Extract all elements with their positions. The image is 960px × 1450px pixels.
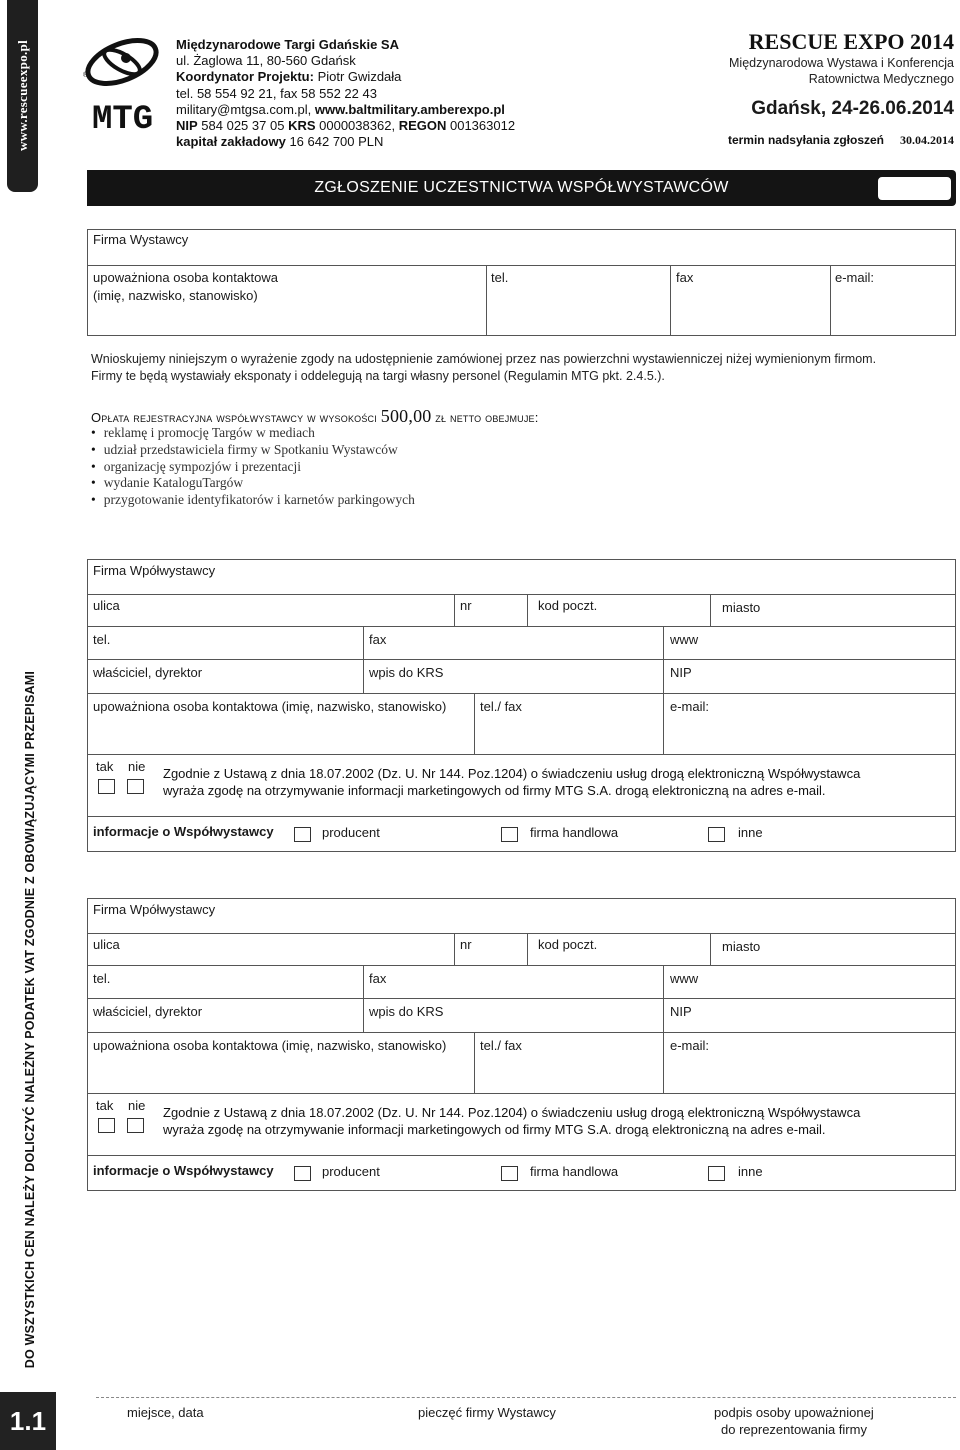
side-website: www.rescueexpo.pl [14, 40, 30, 152]
coex1-www-field[interactable] [663, 626, 956, 660]
coex2-firm-field[interactable] [87, 898, 956, 934]
fee-item: • wydanie KataloguTargów [91, 475, 415, 492]
logo-text: MTG [92, 101, 154, 132]
fee-heading: Opłata rejestracyjna współwystawcy w wysokości 500,00 zł netto obejmuje: [91, 406, 539, 426]
coex1-firm-label: Firma Wpółwystawcy [93, 563, 216, 578]
vat-vertical-note: DO WSZYSTKICH CEN NALEŻY DOLICZYĆ NALEŻNY PODATEK VAT ZGODNIE Z OBOWIĄZUJĄCYMI PRZEPISAMI [23, 671, 37, 1369]
exhibitor-fax-label: fax [676, 270, 694, 285]
sig-signature-2: do reprezentowania firmy [721, 1422, 867, 1437]
exhibitor-firm-label: Firma Wystawcy [93, 232, 189, 247]
deadline-date: 30.04.2014 [900, 133, 954, 147]
coordinator-name: Piotr Gwizdała [317, 69, 402, 85]
coex2-trade-checkbox[interactable] [501, 1166, 518, 1181]
fee-amount: 500,00 [380, 406, 432, 426]
coex1-consent-no-checkbox[interactable] [127, 779, 144, 794]
event-subtitle-2: Ratownictwa Medycznego [808, 72, 954, 86]
mtg-logo [82, 36, 162, 132]
coex1-firm-field[interactable] [87, 559, 956, 595]
coex2-firm-label: Firma Wpółwystawcy [93, 902, 216, 917]
form-number-field[interactable] [876, 175, 953, 202]
org-nip: 584 025 37 05 [201, 118, 285, 134]
exhibitor-fax-field[interactable] [670, 265, 831, 336]
coex1-trade-checkbox[interactable] [501, 827, 518, 842]
exhibitor-tel-label: tel. [491, 270, 509, 285]
request-text-2: Firmy te będą wystawiały eksponaty i oddelegują na targi własny personel (Regulamin MTG pkt. 2.4.5.). [91, 369, 665, 383]
coex1-fax-field[interactable] [363, 626, 664, 660]
event-city-dates: Gdańsk, 24-26.06.2014 [751, 98, 954, 119]
coex1-consent-text-2: wyraża zgodę na otrzymywanie informacji marketingowych od firmy MTG S.A. drogą elektroniczną na adres e-mail. [163, 783, 826, 798]
mtg-logo-icon [82, 36, 162, 132]
coex1-nip-field[interactable] [663, 659, 956, 694]
coex1-street-field[interactable] [87, 594, 455, 627]
org-capital: 16 642 700 PLN [289, 134, 384, 150]
registered-mark: ® [83, 72, 89, 79]
coex2-other-checkbox[interactable] [708, 1166, 725, 1181]
coex2-nip-field[interactable] [663, 998, 956, 1033]
sig-place-date: miejsce, data [127, 1405, 204, 1420]
exhibitor-email-label: e-mail: [835, 270, 875, 285]
exhibitor-firm-field[interactable] [87, 229, 956, 266]
coex2-producer-checkbox[interactable] [294, 1166, 311, 1181]
org-name: Międzynarodowe Targi Gdańskie SA [176, 37, 399, 52]
coex1-producer-checkbox[interactable] [294, 827, 311, 842]
event-title: RESCUE EXPO 2014 [748, 29, 954, 54]
org-email[interactable]: military@mtgsa.com.pl, [176, 101, 312, 117]
fee-item: • organizację sympozjów i prezentacji [91, 459, 415, 476]
fee-item: • przygotowanie identyfikatorów i karnetów parkingowych [91, 492, 415, 509]
org-phone-fax: tel. 58 554 92 21, fax 58 552 22 43 [176, 85, 377, 101]
coex2-consent-yes-checkbox[interactable] [98, 1118, 115, 1133]
org-web[interactable]: www.baltmilitary.amberexpo.pl [314, 101, 505, 117]
exhibitor-contact-label: upoważniona osoba kontaktowa [93, 270, 279, 285]
coex2-street-field[interactable] [87, 933, 455, 966]
fee-item: • reklamę i promocję Targów w mediach [91, 425, 415, 442]
exhibitor-tel-field[interactable] [486, 265, 671, 336]
coex2-consent-text-1: Zgodnie z Ustawą z dnia 18.07.2002 (Dz. U. Nr 144. Poz.1204) o świadczeniu usług drogą elektroniczną Współwystawca [163, 1105, 861, 1120]
coex1-consent-text-1: Zgodnie z Ustawą z dnia 18.07.2002 (Dz. U. Nr 144. Poz.1204) o świadczeniu usług drogą elektroniczną Współwystawca [163, 766, 861, 781]
coordinator-label: Koordynator Projektu: [176, 69, 314, 85]
coex1-consent-yes-checkbox[interactable] [98, 779, 115, 794]
event-info [728, 29, 954, 148]
coex2-fax-field[interactable] [363, 965, 664, 999]
coex2-consent-text-2: wyraża zgodę na otrzymywanie informacji marketingowych od firmy MTG S.A. drogą elektroniczną na adres e-mail. [163, 1122, 826, 1137]
org-krs: 0000038362, [319, 118, 396, 134]
coex1-tel-field[interactable] [87, 626, 364, 660]
fee-item: • udział przedstawiciela firmy w Spotkaniu Wystawców [91, 442, 415, 459]
sig-signature-1: podpis osoby upoważnionej [714, 1405, 874, 1420]
org-address: ul. Żaglowa 11, 80-560 Gdańsk [176, 53, 356, 69]
coex2-www-field[interactable] [663, 965, 956, 999]
page-number: 1.1 [0, 1392, 56, 1450]
form-title: ZGŁOSZENIE UCZESTNICTWA WSPÓŁWYSTAWCÓW [314, 179, 729, 196]
coex2-tel-field[interactable] [87, 965, 364, 999]
event-deadline: termin nadsyłania zgłoszeń 30.04.2014 [727, 133, 954, 147]
fee-items [91, 425, 415, 509]
org-regon: 001363012 [449, 118, 516, 134]
sig-stamp: pieczęć firmy Wystawcy [418, 1405, 556, 1420]
signature-divider [96, 1397, 956, 1398]
organizer-info: Międzynarodowe Targi Gdańskie SA ul. Żaglowa 11, 80-560 Gdańsk Koordynator Projektu: Piotr Gwizdała tel. 58 554 92 21, fax 58 552 22 43 military@mtgsa.com.pl, www.baltmilitary.amberexpo.pl NIP 584 025 37 05 KRS 0000038362, REGON 001363012 kapitał zakładowy 16 642 700 PLN [176, 37, 516, 150]
coex1-other-checkbox[interactable] [708, 827, 725, 842]
coex2-consent-no-checkbox[interactable] [127, 1118, 144, 1133]
request-text-1: Wnioskujemy niniejszym o wyrażenie zgody na udostępnienie zamówionej przez nas powierzchni wystawienniczej niżej wymienionym firmom. [91, 352, 877, 366]
exhibitor-contact-sublabel: (imię, nazwisko, stanowisko) [93, 288, 258, 303]
event-subtitle-1: Międzynarodowa Wystawa i Konferencja [729, 56, 954, 70]
